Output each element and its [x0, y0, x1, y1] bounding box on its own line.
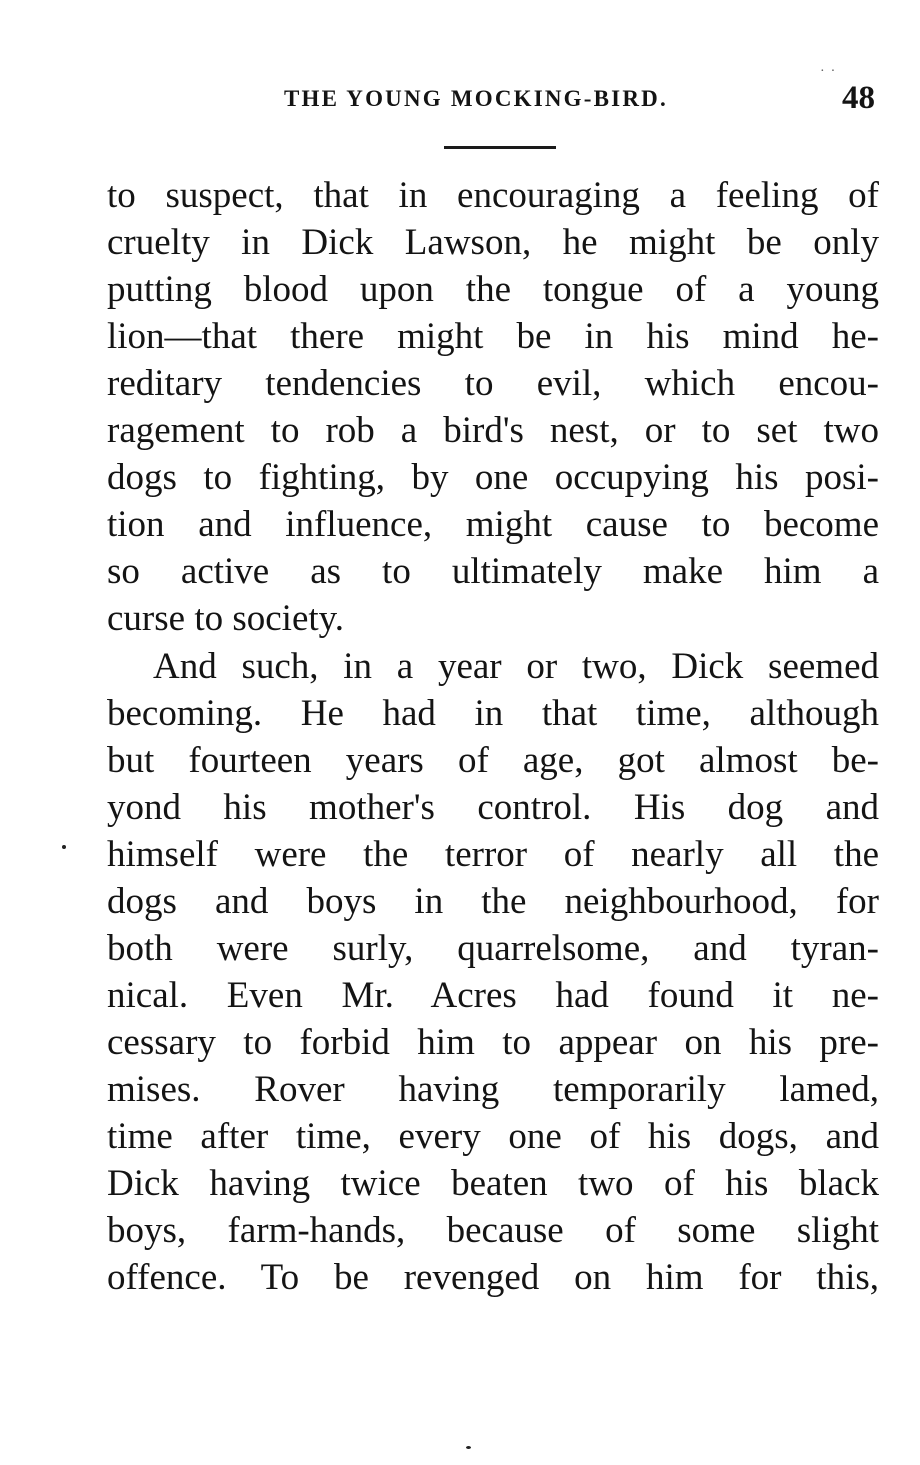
text-line: cessary to forbid him to appear on his pre- — [107, 1022, 879, 1063]
text-line: Dick having twice beaten two of his black — [107, 1163, 879, 1204]
print-specks: ·· — [820, 64, 842, 79]
text-line: reditary tendencies to evil, which encou- — [107, 363, 879, 404]
text-line: to suspect, that in encouraging a feeling of — [107, 175, 879, 216]
text-line: so active as to ultimately make him a — [107, 551, 879, 592]
print-speck — [62, 845, 66, 849]
paragraph — [107, 172, 879, 642]
text-line: And such, in a year or two, Dick seemed — [153, 646, 879, 687]
body-text — [107, 172, 879, 1301]
text-line: tion and influence, might cause to become — [107, 504, 879, 545]
text-line: nical. Even Mr. Acres had found it ne- — [107, 975, 879, 1016]
text-line: dogs to fighting, by one occupying his posi- — [107, 457, 879, 498]
text-line: boys, farm-hands, because of some slight — [107, 1210, 879, 1251]
text-line: putting blood upon the tongue of a young — [107, 269, 879, 310]
text-line: yond his mother's control. His dog and — [107, 787, 879, 828]
text-line: time after time, every one of his dogs, and — [107, 1116, 879, 1157]
print-speck — [466, 1446, 471, 1449]
text-line: ragement to rob a bird's nest, or to set two — [107, 410, 879, 451]
text-line: cruelty in Dick Lawson, he might be only — [107, 222, 879, 263]
text-line: becoming. He had in that time, although — [107, 693, 879, 734]
page-number: 48 — [842, 80, 875, 116]
header-rule — [444, 146, 556, 149]
text-line: curse to society. — [107, 598, 344, 639]
page-header — [0, 64, 920, 120]
text-line: himself were the terror of nearly all the — [107, 834, 879, 875]
text-line: mises. Rover having temporarily lamed, — [107, 1069, 879, 1110]
text-line: offence. To be revenged on him for this, — [107, 1257, 879, 1298]
text-line: both were surly, quarrelsome, and tyran- — [107, 928, 879, 969]
text-line: lion—that there might be in his mind he- — [107, 316, 879, 357]
paragraph — [107, 643, 879, 1301]
text-line: but fourteen years of age, got almost be- — [107, 740, 879, 781]
text-line: dogs and boys in the neighbourhood, for — [107, 881, 879, 922]
running-head: THE YOUNG MOCKING-BIRD. — [284, 86, 668, 111]
